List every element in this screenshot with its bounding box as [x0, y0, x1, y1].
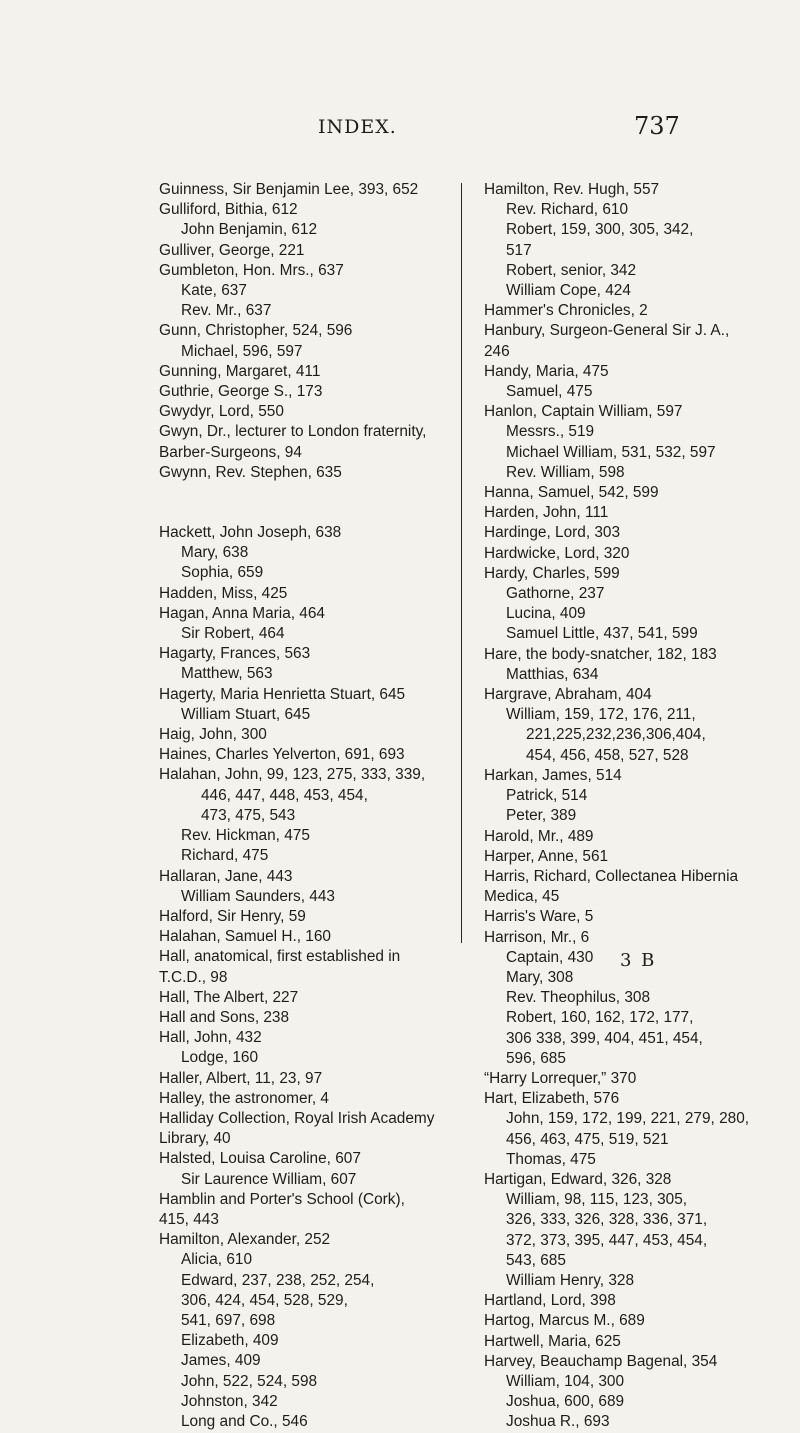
index-entry: Hart, Elizabeth, 576: [484, 1090, 620, 1108]
index-entry: 541, 697, 698: [181, 1311, 276, 1329]
index-entry: Patrick, 514: [506, 787, 588, 805]
index-entry: Hargrave, Abraham, 404: [484, 686, 652, 704]
index-entry: Hartland, Lord, 398: [484, 1292, 616, 1310]
index-entry: Long and Co., 546: [181, 1412, 308, 1430]
index-entry: Hare, the body-snatcher, 182, 183: [484, 645, 717, 663]
index-entry: Messrs., 519: [506, 423, 595, 441]
index-entry: Rev. Mr., 637: [181, 302, 272, 320]
index-entry: Harris, Richard, Collectanea Hibernia: [484, 867, 739, 885]
index-entry: Richard, 475: [181, 847, 269, 865]
index-entry: Elizabeth, 409: [181, 1332, 279, 1350]
index-entry: Hammer's Chronicles, 2: [484, 302, 648, 320]
index-entry: Hall, The Albert, 227: [159, 988, 299, 1006]
index-entry: Gathorne, 237: [506, 585, 605, 603]
index-entry: Harris's Ware, 5: [484, 908, 594, 926]
index-entry: Samuel, 475: [506, 383, 593, 401]
index-entry: Halley, the astronomer, 4: [159, 1089, 329, 1107]
running-title: INDEX.: [318, 116, 397, 138]
index-entry: Hall, John, 432: [159, 1029, 262, 1047]
index-entry: Matthew, 563: [181, 665, 273, 683]
index-entry: Robert, senior, 342: [506, 261, 637, 279]
index-entry: Samuel Little, 437, 541, 599: [506, 625, 698, 643]
index-entry: 517: [506, 241, 532, 259]
index-entry: Hagerty, Maria Henrietta Stuart, 645: [159, 685, 406, 703]
index-entry: Hartigan, Edward, 326, 328: [484, 1170, 672, 1188]
index-entry: Alicia, 610: [181, 1251, 253, 1269]
index-entry: Peter, 389: [506, 807, 577, 825]
index-entry: Halford, Sir Henry, 59: [159, 907, 306, 925]
index-entry: Michael, 596, 597: [181, 342, 303, 360]
index-entry: Gulliver, George, 221: [159, 241, 305, 259]
index-entry: Sir Robert, 464: [181, 625, 285, 643]
index-entry: Hadden, Miss, 425: [159, 584, 288, 602]
index-entry: Michael William, 531, 532, 597: [506, 443, 716, 461]
index-entry: Hamilton, Alexander, 252: [159, 1231, 331, 1249]
index-entry: Joshua R., 693: [506, 1413, 610, 1431]
index-column-right: [484, 180, 784, 1433]
index-entry: Harkan, James, 514: [484, 766, 622, 784]
index-entry: 456, 463, 475, 519, 521: [506, 1130, 669, 1148]
index-entry: Sir Laurence William, 607: [181, 1170, 357, 1188]
index-entry: 454, 456, 458, 527, 528: [526, 746, 689, 764]
index-entry: Sophia, 659: [181, 564, 264, 582]
index-entry: Gunning, Margaret, 411: [159, 362, 321, 380]
index-entry: Hallaran, Jane, 443: [159, 867, 293, 885]
index-entry: Mary, 638: [181, 544, 249, 562]
index-entry: Handy, Maria, 475: [484, 362, 609, 380]
index-entry: Medica, 45: [484, 888, 560, 906]
index-entry: 326, 333, 326, 328, 336, 371,: [506, 1211, 708, 1229]
index-entry: Hagan, Anna Maria, 464: [159, 604, 325, 622]
index-entry: Gunn, Christopher, 524, 596: [159, 322, 353, 340]
index-entry: Hardwicke, Lord, 320: [484, 544, 630, 562]
index-entry: Hanbury, Surgeon-General Sir J. A.,: [484, 322, 730, 340]
index-entry: Hartog, Marcus M., 689: [484, 1312, 645, 1330]
index-entry: Haines, Charles Yelverton, 691, 693: [159, 746, 405, 764]
index-entry: William Cope, 424: [506, 282, 631, 300]
index-entry: Rev. Hickman, 475: [181, 827, 310, 845]
section-gap: [159, 483, 459, 523]
index-entry: Haller, Albert, 11, 23, 97: [159, 1069, 323, 1087]
index-entry: William, 104, 300: [506, 1372, 625, 1390]
index-entry: Rev. Theophilus, 308: [506, 989, 651, 1007]
index-entry: John, 159, 172, 199, 221, 279, 280,: [506, 1110, 750, 1128]
index-entry: 473, 475, 543: [201, 806, 296, 824]
index-entry: Gwynn, Rev. Stephen, 635: [159, 463, 342, 481]
index-entry: James, 409: [181, 1352, 261, 1370]
index-entry: Hartwell, Maria, 625: [484, 1332, 621, 1350]
index-entry: Kate, 637: [181, 282, 247, 300]
index-entry: John Benjamin, 612: [181, 221, 318, 239]
index-entry: Thomas, 475: [506, 1150, 596, 1168]
index-entry: John, 522, 524, 598: [181, 1372, 318, 1390]
index-entry: Hall, anatomical, first established in: [159, 948, 401, 966]
index-entry: 446, 447, 448, 453, 454,: [201, 786, 368, 804]
index-entry: 415, 443: [159, 1210, 219, 1228]
index-entry: Gumbleton, Hon. Mrs., 637: [159, 261, 344, 279]
index-entry: Harvey, Beauchamp Bagenal, 354: [484, 1352, 718, 1370]
index-entry: William Henry, 328: [506, 1271, 635, 1289]
index-entry: Gulliford, Bithia, 612: [159, 201, 298, 219]
index-entry: Edward, 237, 238, 252, 254,: [181, 1271, 375, 1289]
index-entry: Hardinge, Lord, 303: [484, 524, 621, 542]
index-entry: Halliday Collection, Royal Irish Academy: [159, 1109, 435, 1127]
index-entry: 246: [484, 342, 510, 360]
index-entry: Harper, Anne, 561: [484, 847, 609, 865]
index-entry: William, 98, 115, 123, 305,: [506, 1191, 688, 1209]
index-entry: Lucina, 409: [506, 605, 586, 623]
index-entry: Barber-Surgeons, 94: [159, 443, 302, 461]
index-entry: Halsted, Louisa Caroline, 607: [159, 1150, 361, 1168]
index-entry: William, 159, 172, 176, 211,: [506, 706, 696, 724]
index-entry: 306, 424, 454, 528, 529,: [181, 1291, 348, 1309]
index-entry: 596, 685: [506, 1049, 566, 1067]
page-number: 737: [634, 112, 680, 140]
index-entry: Johnston, 342: [181, 1392, 278, 1410]
index-entry: Captain, 430: [506, 948, 594, 966]
index-entry: Rev. Richard, 610: [506, 201, 629, 219]
index-entry: Hamblin and Porter's School (Cork),: [159, 1190, 405, 1208]
index-entry: “Harry Lorrequer,” 370: [484, 1069, 637, 1087]
index-entry: T.C.D., 98: [159, 968, 228, 986]
index-entry: 306 338, 399, 404, 451, 454,: [506, 1029, 703, 1047]
index-entry: Hackett, John Joseph, 638: [159, 524, 342, 542]
index-entry: Joshua, 600, 689: [506, 1393, 625, 1411]
index-entry: William Saunders, 443: [181, 887, 335, 905]
index-entry: Matthias, 634: [506, 665, 599, 683]
index-entry: 221,225,232,236,306,404,: [526, 726, 706, 744]
column-divider: [461, 183, 462, 943]
index-entry: Hanlon, Captain William, 597: [484, 403, 683, 421]
index-entry: Lodge, 160: [181, 1049, 259, 1067]
index-entry: Hall and Sons, 238: [159, 1008, 290, 1026]
index-entry: Harden, John, 111: [484, 504, 609, 522]
index-entry: Halahan, Samuel H., 160: [159, 928, 331, 946]
index-entry: Halahan, John, 99, 123, 275, 333, 339,: [159, 766, 426, 784]
index-entry: Haig, John, 300: [159, 726, 267, 744]
index-column-left: [159, 180, 459, 1432]
index-entry: Hagarty, Frances, 563: [159, 645, 311, 663]
index-entry: William Stuart, 645: [181, 705, 311, 723]
index-entry: 543, 685: [506, 1251, 566, 1269]
index-entry: Guthrie, George S., 173: [159, 383, 323, 401]
index-entry: 372, 373, 395, 447, 453, 454,: [506, 1231, 708, 1249]
page-header: [0, 112, 800, 146]
index-entry: Gwydyr, Lord, 550: [159, 403, 284, 421]
index-entry: Guinness, Sir Benjamin Lee, 393, 652: [159, 181, 419, 198]
index-entry: Harold, Mr., 489: [484, 827, 594, 845]
index-entry: Hanna, Samuel, 542, 599: [484, 484, 659, 502]
index-entry: Hardy, Charles, 599: [484, 564, 620, 582]
index-entry: Robert, 160, 162, 172, 177,: [506, 1009, 694, 1027]
signature-mark: 3 B: [620, 950, 657, 971]
index-entry: Mary, 308: [506, 968, 574, 986]
index-entry: Hamilton, Rev. Hugh, 557: [484, 181, 660, 198]
index-entry: Gwyn, Dr., lecturer to London fraternity,: [159, 423, 427, 441]
index-entry: Library, 40: [159, 1130, 231, 1148]
index-entry: Rev. William, 598: [506, 463, 625, 481]
index-entry: Harrison, Mr., 6: [484, 928, 590, 946]
index-entry: Robert, 159, 300, 305, 342,: [506, 221, 694, 239]
